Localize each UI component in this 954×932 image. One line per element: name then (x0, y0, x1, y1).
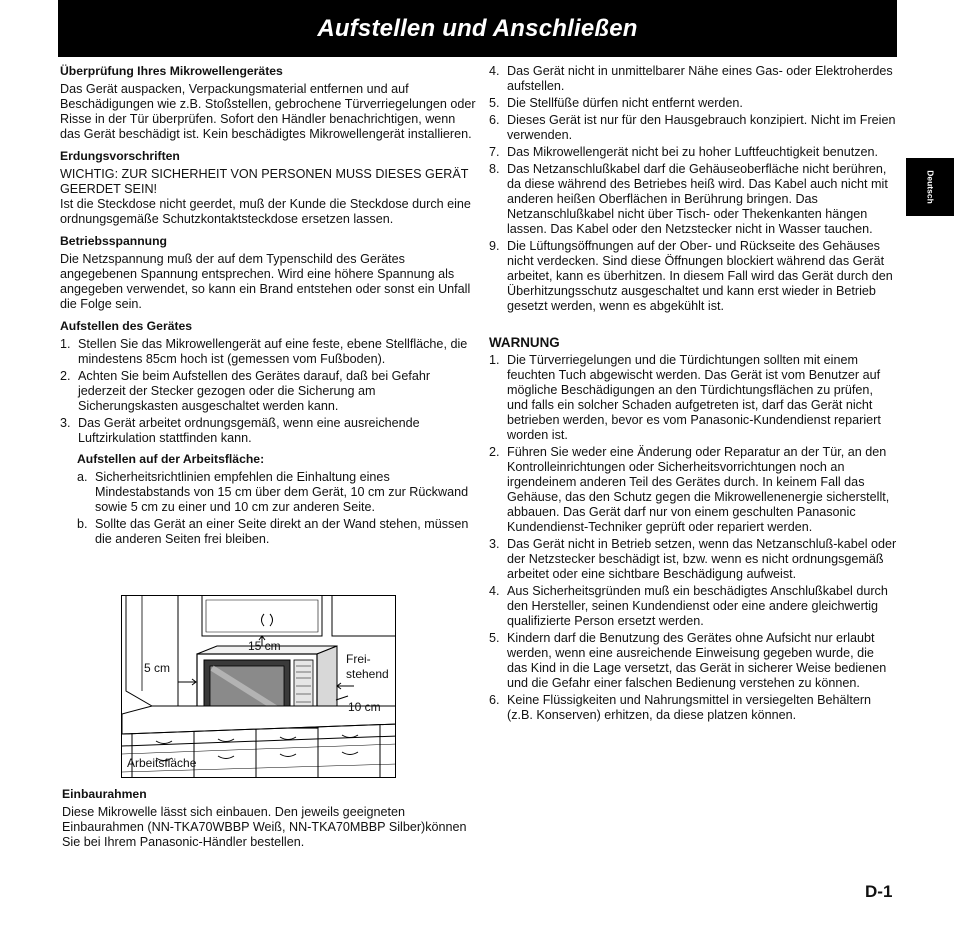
section-body-grounding: Ist die Steckdose nicht geerdet, muß der Kunde die Steckdose durch eine ordnungsgemäße Schutzkontaktsteckdose ersetzen lassen. (60, 197, 471, 226)
section-heading-grounding: Erdungsvorschriften (60, 149, 180, 163)
list-item: 1. Die Türverriegelungen und die Türdichtungen sollten mit einem feuchten Tuch abgewischt werden. Das Gerät ist vom Benutzer auf mögliche Beschädigungen an den Türdichtungsflächen zu prüfen, und falls ein solcher Schaden aufgetreten ist, darf das Gerät nicht betrieben werden, bevor es vom Panasonic-Kundendienst repariert worden ist. (489, 353, 881, 442)
left-column (60, 64, 478, 552)
section-heading-setup: Aufstellen des Gerätes (60, 319, 193, 333)
language-tab (906, 158, 954, 216)
frame-section (62, 787, 478, 850)
list-item: 5. Kindern darf die Benutzung des Gerätes ohne Aufsicht nur erlaubt werden, wenn eine ausreichende Einweisung gegeben wurde, die das Kind in die Lage versetzt, das Gerät in sicherer Weise bedienen und die Gefahr einer falschen Bedienung verstehen zu können. (489, 631, 887, 690)
language-tab-label: Deutsch (925, 170, 936, 204)
list-item: 2. Achten Sie beim Aufstellen des Gerätes darauf, daß bei Gefahr jederzeit der Stecker gezogen oder die Sicherung am Sicherungskasten ausgeschaltet werden kann. (60, 369, 431, 413)
list-item: 5. Die Stellfüße dürfen nicht entfernt werden. (489, 96, 743, 110)
right-column (489, 64, 897, 728)
worktop-list (77, 470, 478, 547)
sub-heading-worktop: Aufstellen auf der Arbeitsfläche: (77, 452, 265, 466)
section-body-grounding-warning: WICHTIG: ZUR SICHERHEIT VON PERSONEN MUSS DIESES GERÄT GEERDET SEIN! (60, 167, 469, 196)
section-heading-check: Überprüfung Ihres Mikrowellengerätes (60, 64, 283, 78)
warning-list (489, 353, 897, 723)
page-title: Aufstellen und Anschließen (317, 15, 638, 42)
label-15cm: 15 cm (248, 639, 281, 653)
section-heading-frame: Einbaurahmen (62, 787, 147, 801)
section-body-voltage: Die Netzspannung muß der auf dem Typenschild des Gerätes angegebenen Spannung entsprechen. Wird eine höhere Spannung als angegeben verwendet, so kann ein Brand entstehen oder sonst ein Unfall die Folge sein. (60, 252, 471, 311)
list-item: 6. Keine Flüssigkeiten und Nahrungsmittel in versiegelten Behältern (z.B. Konserven) erhitzen, da diese platzen können. (489, 693, 872, 722)
list-item: 2. Führen Sie weder eine Änderung oder Reparatur an der Tür, an den Kontrolleinrichtungen oder Sicherheitsvorrichtungen noch an irgendeinem anderen Teil des Gerätes durch. In keinem Fall das Gehäuse, das den Schutz gegen die Mikrowellenenergie sicherstellt, abbauen. Das Gerät darf nur von einem geschulten Panasonic Kundendienst-Techniker geprüft oder repariert werden. (489, 445, 890, 534)
section-heading-voltage: Betriebsspannung (60, 234, 167, 248)
list-item: 7. Das Mikrowellengerät nicht bei zu hoher Luftfeuchtigkeit benutzen. (489, 145, 879, 159)
installation-figure (121, 595, 396, 778)
list-item: 4. Das Gerät nicht in unmittelbarer Nähe eines Gas- oder Elektroherdes aufstellen. (489, 64, 893, 93)
list-item: 9. Die Lüftungsöffnungen auf der Ober- und Rückseite des Gehäuses nicht verdecken. Sind diese Öffnungen blockiert während das Gerät arbeitet, kann es überhitzen. In diesem Fall wird das Gerät durch den Überhitzungsschutz ausgeschaltet und kann erst wieder in Betrieb gesetzt werden, wenn es abgekühlt ist. (489, 239, 893, 313)
title-bar (58, 0, 897, 57)
warning-heading: WARNUNG (489, 335, 560, 350)
list-item: a. Sicherheitsrichtlinien empfehlen die Einhaltung eines Mindestabstands von 15 cm über dem Gerät, 10 cm zur Rückwand sowie 5 cm zu einer und 10 cm zur anderen Seite. (77, 470, 469, 514)
label-worktop: Arbeitsfläche (127, 756, 197, 770)
section-body-check: Das Gerät auspacken, Verpackungsmaterial entfernen und auf Beschädigungen wie z.B. Stoßstellen, gebrochene Türverriegelungen oder Risse in der Tür überprüfen. Sofort den Händler benachrichtigen, wenn das Gerät beschädigt ist. Kein beschädigtes Mikrowellengerät installieren. (60, 82, 476, 141)
label-5cm: 5 cm (144, 661, 171, 675)
list-item: 3. Das Gerät arbeitet ordnungsgemäß, wenn eine ausreichende Luftzirkulation stattfinden kann. (60, 416, 420, 445)
page-number: D-1 (865, 882, 893, 901)
setup-list-continued (489, 64, 897, 314)
list-item: 8. Das Netzanschlußkabel darf die Gehäuseoberfläche nicht berühren, da diese während des Betriebes heiß wird. Das Kabel auch nicht mit anderen heißen Oberflächen in Berührung bringen. Das Netzanschlußkabel nicht über Tisch- oder Thekenkanten hängen lassen. Das Kabel oder den Netzstecker nicht in Wasser tauchen. (489, 162, 888, 236)
installation-illustration (122, 596, 396, 778)
list-item: b. Sollte das Gerät an einer Seite direkt an der Wand stehen, müssen die anderen Seiten frei bleiben. (77, 517, 469, 546)
list-item: 4. Aus Sicherheitsgründen muß ein beschädigtes Anschlußkabel durch den Hersteller, seinen Kundendienst oder eine andere gleichwertig qualifizierte Person ersetzt werden. (489, 584, 888, 628)
list-item: 6. Dieses Gerät ist nur für den Hausgebrauch konzipiert. Nicht im Freien verwenden. (489, 113, 896, 142)
label-10cm: 10 cm (348, 700, 381, 714)
list-item: 3. Das Gerät nicht in Betrieb setzen, wenn das Netzanschluß-kabel oder der Netzstecker beschädigt ist, bzw. wenn es nicht ordnungsgemäß arbeitet oder eine sichtbare Beschädigung aufweist. (489, 537, 897, 581)
label-freistehend: Frei- stehend (346, 652, 389, 681)
section-body-frame: Diese Mikrowelle lässt sich einbauen. Den jeweils geeigneten Einbaurahmen (NN-TKA70WBBP Weiß, NN-TKA70MBBP Silber)können Sie bei Ihrem Panasonic-Händler bestellen. (62, 805, 467, 849)
worktop-subsection (77, 452, 478, 547)
setup-list (60, 337, 478, 446)
list-item: 1. Stellen Sie das Mikrowellengerät auf eine feste, ebene Stellfläche, die mindestens 85cm hoch ist (gemessen vom Fußboden). (60, 337, 468, 366)
